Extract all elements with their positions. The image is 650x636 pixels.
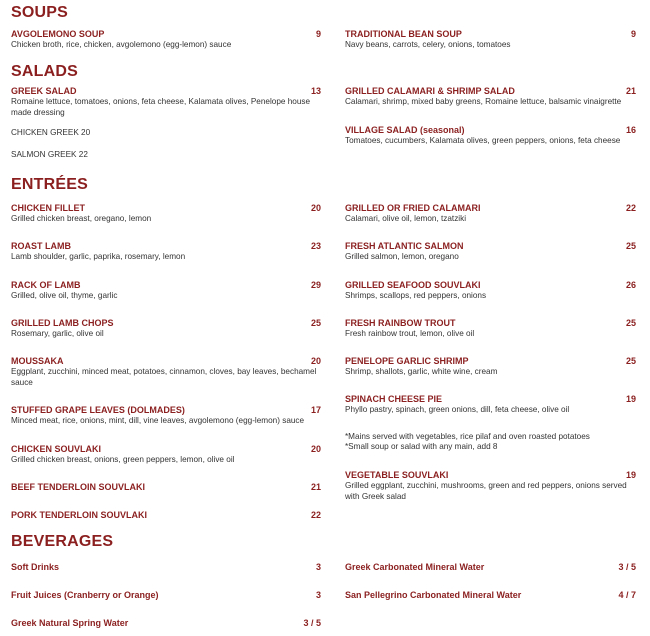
item-price: 21 — [310, 482, 321, 492]
item-price: 20 — [310, 203, 321, 213]
item-price: 19 — [625, 394, 636, 404]
item-name: Soft Drinks — [11, 562, 60, 572]
section-title-beverages: BEVERAGES — [11, 533, 114, 550]
item-name: RACK OF LAMB — [11, 280, 81, 290]
item-name: ROAST LAMB — [11, 241, 71, 251]
item-description: Grilled chicken breast, oregano, lemon — [11, 214, 152, 223]
mains-note: *Small soup or salad with any main, add 8 — [345, 442, 498, 451]
menu-item — [345, 280, 636, 302]
item-description: Chicken broth, rice, chicken, avgolemono (egg-lemon) sauce — [11, 40, 232, 49]
item-name: Greek Carbonated Mineral Water — [345, 562, 485, 572]
item-name: BEEF TENDERLOIN SOUVLAKI — [11, 482, 146, 492]
item-name: GRILLED LAMB CHOPS — [11, 318, 114, 328]
menu-item — [11, 444, 321, 466]
section-title-entrees: ENTRÉES — [11, 176, 88, 193]
item-name: FRESH RAINBOW TROUT — [345, 318, 456, 328]
menu-item — [345, 203, 636, 225]
item-description: Eggplant, zucchini, minced meat, potatoes, cinnamon, cloves, bay leaves, bechamel sauce — [11, 367, 317, 387]
menu-item — [11, 86, 321, 118]
salad-addon: CHICKEN GREEK 20 — [11, 128, 91, 137]
item-price: 22 — [310, 510, 321, 520]
item-price: 16 — [625, 125, 636, 135]
item-price: 20 — [310, 444, 321, 454]
item-price: 20 — [310, 356, 321, 366]
item-description: Romaine lettuce, tomatoes, onions, feta cheese, Kalamata olives, Penelope house made dressing — [11, 97, 311, 117]
item-price: 13 — [310, 86, 321, 96]
menu-item — [11, 203, 321, 225]
menu-item — [11, 482, 321, 493]
item-name: VILLAGE SALAD (seasonal) — [345, 125, 465, 135]
menu-item — [11, 29, 321, 51]
item-name: Fruit Juices (Cranberry or Orange) — [11, 590, 159, 600]
menu-item — [345, 394, 636, 416]
menu-item — [11, 280, 321, 302]
item-description: Calamari, olive oil, lemon, tzatziki — [345, 214, 467, 223]
item-price: 4 / 7 — [618, 590, 636, 600]
menu-item — [345, 590, 636, 601]
item-price: 22 — [625, 203, 636, 213]
menu-item — [11, 241, 321, 263]
item-name: AVGOLEMONO SOUP — [11, 29, 105, 39]
menu-item — [345, 318, 636, 340]
menu-item — [11, 356, 321, 388]
menu-item — [11, 405, 321, 427]
item-name: MOUSSAKA — [11, 356, 64, 366]
item-name: GREEK SALAD — [11, 86, 77, 96]
item-description: Grilled eggplant, zucchini, mushrooms, green and red peppers, onions served with Greek salad — [345, 481, 627, 501]
item-name: VEGETABLE SOUVLAKI — [345, 470, 449, 480]
menu-item — [345, 29, 636, 51]
salad-addon: SALMON GREEK 22 — [11, 150, 88, 159]
item-name: San Pellegrino Carbonated Mineral Water — [345, 590, 522, 600]
item-description: Rosemary, garlic, olive oil — [11, 329, 104, 338]
item-description: Shrimps, scallops, red peppers, onions — [345, 291, 487, 300]
item-price: 25 — [625, 241, 636, 251]
item-price: 9 — [315, 29, 321, 39]
menu-item — [345, 86, 636, 108]
mains-note: *Mains served with vegetables, rice pilaf and oven roasted potatoes — [345, 432, 590, 441]
item-name: STUFFED GRAPE LEAVES (DOLMADES) — [11, 405, 185, 415]
menu-item — [345, 125, 636, 147]
item-name: FRESH ATLANTIC SALMON — [345, 241, 464, 251]
item-price: 26 — [625, 280, 636, 290]
menu-item — [11, 562, 321, 573]
item-description: Fresh rainbow trout, lemon, olive oil — [345, 329, 475, 338]
item-price: 21 — [625, 86, 636, 96]
item-name: GRILLED CALAMARI & SHRIMP SALAD — [345, 86, 515, 96]
item-price: 23 — [310, 241, 321, 251]
item-name: TRADITIONAL BEAN SOUP — [345, 29, 462, 39]
item-description: Minced meat, rice, onions, mint, dill, vine leaves, avgolemono (egg-lemon) sauce — [11, 416, 305, 425]
item-price: 17 — [310, 405, 321, 415]
menu-item — [345, 470, 636, 502]
item-name: CHICKEN SOUVLAKI — [11, 444, 102, 454]
item-price: 29 — [310, 280, 321, 290]
item-name: GRILLED SEAFOOD SOUVLAKI — [345, 280, 481, 290]
item-price: 3 / 5 — [618, 562, 636, 572]
item-description: Grilled chicken breast, onions, green peppers, lemon, olive oil — [11, 455, 235, 464]
item-name: GRILLED OR FRIED CALAMARI — [345, 203, 481, 213]
item-description: Tomatoes, cucumbers, Kalamata olives, green peppers, onions, feta cheese — [345, 136, 621, 145]
section-title-salads: SALADS — [11, 63, 78, 80]
menu-item — [345, 356, 636, 378]
item-price: 19 — [625, 470, 636, 480]
item-description: Lamb shoulder, garlic, paprika, rosemary, lemon — [11, 252, 186, 261]
item-price: 3 — [315, 590, 321, 600]
item-price: 3 — [315, 562, 321, 572]
item-price: 3 / 5 — [303, 618, 321, 628]
item-price: 25 — [625, 318, 636, 328]
menu-item — [11, 618, 321, 629]
menu-item — [345, 562, 636, 573]
item-name: PORK TENDERLOIN SOUVLAKI — [11, 510, 148, 520]
menu-item — [11, 510, 321, 521]
item-description: Phyllo pastry, spinach, green onions, dill, feta cheese, olive oil — [345, 405, 570, 414]
menu-item — [11, 590, 321, 601]
item-description: Grilled salmon, lemon, oregano — [345, 252, 459, 261]
section-title-soups: SOUPS — [11, 4, 69, 21]
item-price: 25 — [625, 356, 636, 366]
menu-item — [11, 318, 321, 340]
item-description: Navy beans, carrots, celery, onions, tomatoes — [345, 40, 511, 49]
item-name: SPINACH CHEESE PIE — [345, 394, 443, 404]
item-description: Calamari, shrimp, mixed baby greens, Romaine lettuce, balsamic vinaigrette — [345, 97, 622, 106]
item-price: 25 — [310, 318, 321, 328]
item-description: Shrimp, shallots, garlic, white wine, cream — [345, 367, 498, 376]
item-name: Greek Natural Spring Water — [11, 618, 129, 628]
item-name: CHICKEN FILLET — [11, 203, 85, 213]
menu-item — [345, 241, 636, 263]
item-description: Grilled, olive oil, thyme, garlic — [11, 291, 118, 300]
item-price: 9 — [630, 29, 636, 39]
item-name: PENELOPE GARLIC SHRIMP — [345, 356, 469, 366]
